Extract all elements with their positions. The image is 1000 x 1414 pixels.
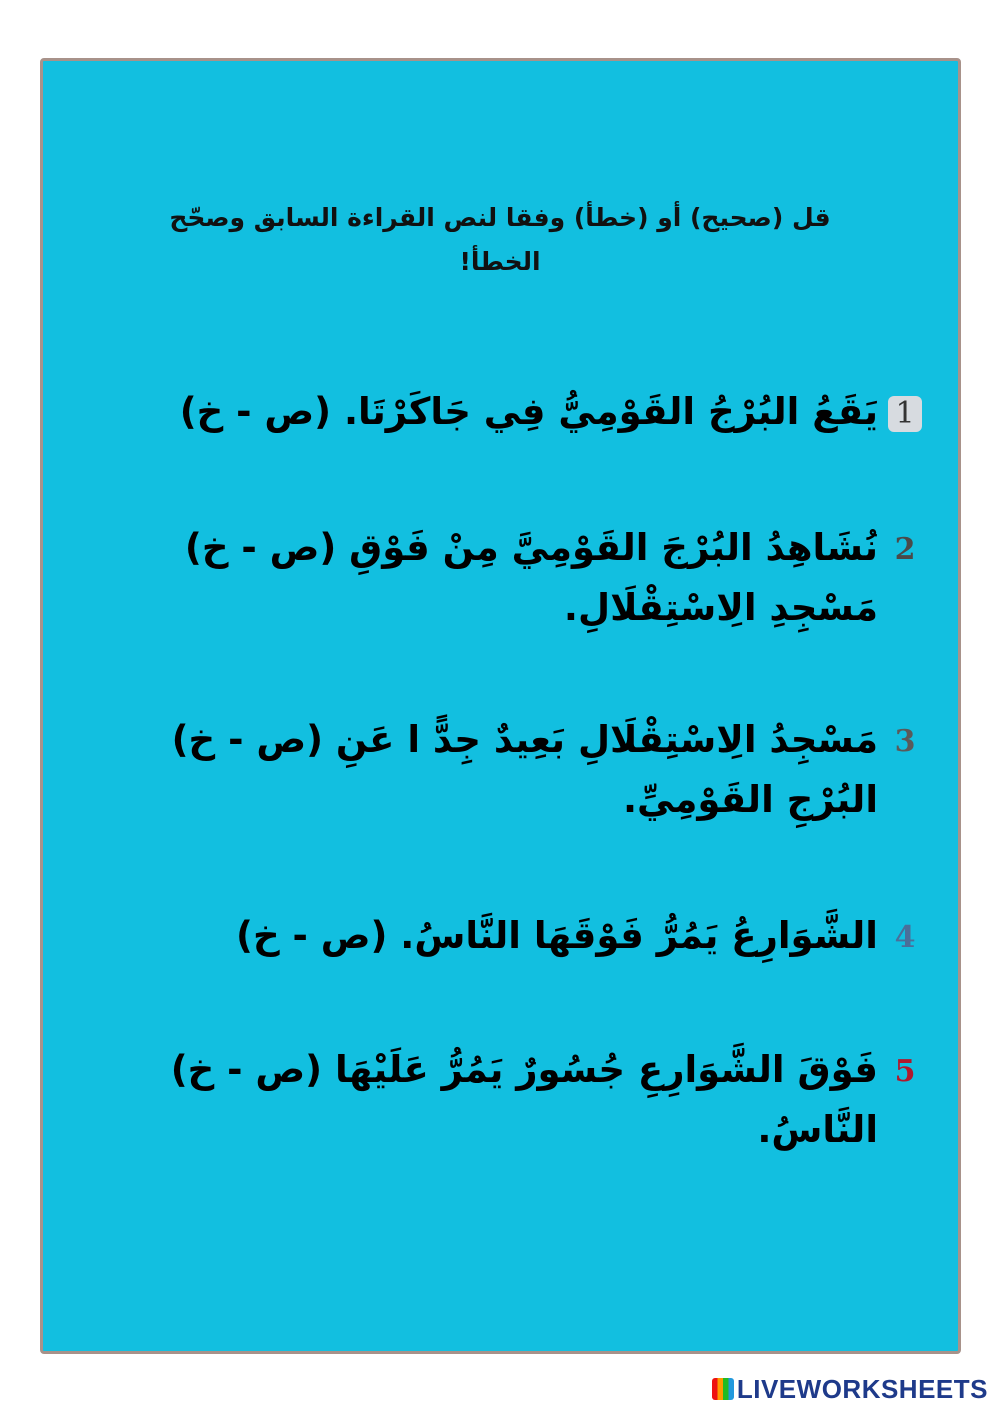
question-5[interactable] (171, 1040, 922, 1160)
question-text: يَقَعُ البُرْجُ القَوْمِيُّ فِي جَاكَرْتَا. (ص - خ) (179, 390, 878, 433)
question-number-1-icon: 1 (888, 396, 922, 432)
question-text: الشَّوَارِعُ يَمُرُّ فَوْقَهَا النَّاسُ. (ص - خ) (236, 914, 878, 957)
instructions-line-2: الخطأ! (459, 247, 541, 276)
question-text-continued: البُرْجِ القَوْمِيِّ. (622, 778, 878, 821)
question-2[interactable] (185, 518, 922, 638)
question-number-5-icon: 5 (894, 1053, 916, 1089)
liveworksheets-logo-icon (712, 1378, 734, 1400)
question-text-continued: مَسْجِدِ الِاسْتِقْلَالِ. (563, 586, 878, 629)
question-text: نُشَاهِدُ البُرْجَ القَوْمِيَّ مِنْ فَوْقِ (ص - خ) (184, 526, 878, 569)
question-1[interactable] (180, 382, 922, 442)
instructions-text (100, 196, 900, 284)
question-text: مَسْجِدُ الِاسْتِقْلَالِ بَعِيدٌ جِدًّ ا عَنِ (ص - خ) (171, 718, 878, 761)
liveworksheets-logo[interactable] (712, 1374, 988, 1405)
question-number-4-icon: 4 (894, 919, 916, 955)
question-number-3-icon: 3 (894, 723, 916, 759)
instructions-line-1: قل (صحيح) أو (خطأ) وفقا لنص القراءة السابق وصحّح (169, 203, 831, 232)
brand-text: LIVEWORKSHEETS (736, 1374, 988, 1404)
question-3[interactable] (172, 710, 922, 830)
question-text-continued: النَّاسُ. (757, 1108, 878, 1151)
question-text: فَوْقَ الشَّوَارِعِ جُسُورٌ يَمُرُّ عَلَيْهَا (ص - خ) (170, 1048, 878, 1091)
question-number-2-icon: 2 (894, 531, 916, 567)
question-4[interactable] (236, 906, 922, 966)
